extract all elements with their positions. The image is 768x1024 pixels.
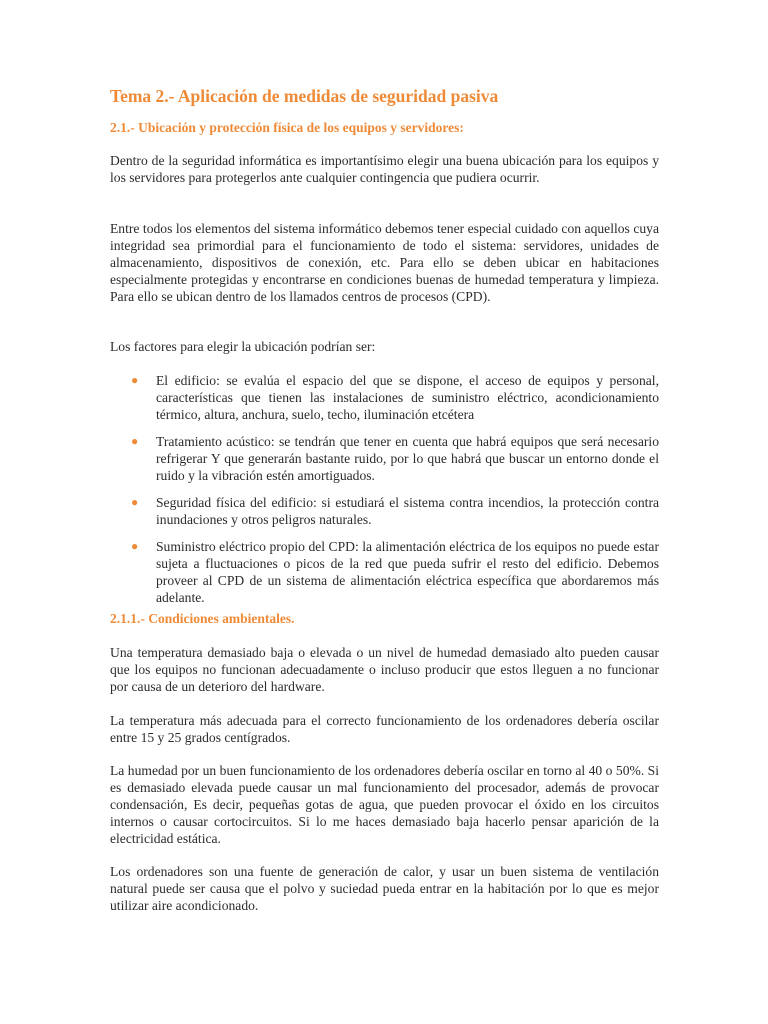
section-heading-ubicacion: 2.1.- Ubicación y protección física de los equipos y servidores: (110, 120, 464, 135)
list-item-text: El edificio: se evalúa el espacio del que se dispone, el acceso de equipos y personal, características que tienen las instalaciones de suministro eléctrico, acondicionamiento térmico, altura, anchura, suelo, techo, iluminación etcétera (156, 373, 659, 422)
list-item (110, 433, 659, 484)
list-item (110, 538, 659, 606)
bullet-icon: ● (131, 539, 139, 553)
paragraph-factores: Los factores para elegir la ubicación podrían ser: (110, 339, 376, 354)
bullet-icon: ● (131, 495, 139, 509)
paragraph-elementos: Entre todos los elementos del sistema informático debemos tener especial cuidado con aquellos cuya integridad sea primordial para el funcionamiento de todo el sistema: servidores, unidades de almacenamiento, dispositivos de conexión, etc. Para ello se deben ubicar en habitaciones especialmente protegidas y encontrarse en condiciones buenas de humedad temperatura y limpieza. Para ello se ubican dentro de los llamados centros de procesos (CPD). (110, 221, 659, 304)
bullet-icon: ● (131, 373, 139, 387)
paragraph-humedad: La humedad por un buen funcionamiento de los ordenadores debería oscilar en torno al 40 o 50%. Si es demasiado elevada puede causar un mal funcionamiento del procesador, además de provocar condensación, Es decir, pequeñas gotas de agua, que pueden provocar el óxido en los circuitos internos o causar cortocircuitos. Si lo me haces demasiado baja hacerlo pensar aparición de la electricidad estática. (110, 763, 659, 846)
list-item-text: Tratamiento acústico: se tendrán que tener en cuenta que habrá equipos que será necesario refrigerar Y que generarán bastante ruido, por lo que habrá que buscar un entorno donde el ruido y la vibración estén amortiguados. (156, 434, 659, 483)
paragraph-calor: Los ordenadores son una fuente de generación de calor, y usar un buen sistema de ventilación natural puede ser causa que el polvo y suciedad pueda entrar en la habitación por lo que es mejor utilizar aire acondicionado. (110, 864, 659, 913)
paragraph-intro: Dentro de la seguridad informática es importantísimo elegir una buena ubicación para los equipos y los servidores para protegerlos ante cualquier contingencia que pudiera ocurrir. (110, 153, 659, 185)
list-item (110, 494, 659, 528)
list-item-text: Seguridad física del edificio: si estudiará el sistema contra incendios, la protección contra inundaciones y otros peligros naturales. (156, 495, 659, 527)
section-heading-condiciones: 2.1.1.- Condiciones ambientales. (110, 611, 295, 626)
bullet-icon: ● (131, 434, 139, 448)
paragraph-temperatura: La temperatura más adecuada para el correcto funcionamiento de los ordenadores debería oscilar entre 15 y 25 grados centígrados. (110, 713, 659, 745)
list-item-text: Suministro eléctrico propio del CPD: la alimentación eléctrica de los equipos no puede estar sujeta a fluctuaciones o picos de la red que pueda sufrir el resto del edificio. Debemos proveer al CPD de un sistema de alimentación eléctrica específica que abordaremos más adelante. (156, 539, 659, 605)
factors-list (110, 372, 659, 606)
document-title: Tema 2.- Aplicación de medidas de seguridad pasiva (110, 86, 499, 106)
list-item (110, 372, 659, 423)
paragraph-temperatura-humedad: Una temperatura demasiado baja o elevada o un nivel de humedad demasiado alto pueden causar que los equipos no funcionan adecuadamente o incluso producir que estos lleguen a no funcionar por causa de un deterioro del hardware. (110, 645, 659, 694)
